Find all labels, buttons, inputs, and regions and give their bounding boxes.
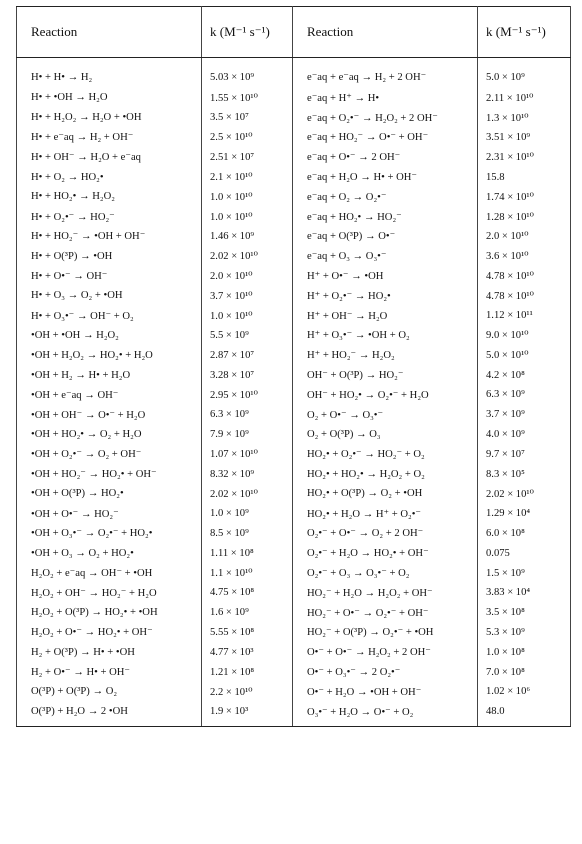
rate-left-cell: 2.87 × 10⁷ bbox=[202, 345, 293, 365]
reaction-left-cell: •OH + O•⁻ → HO₂⁻ bbox=[17, 504, 202, 524]
rate-left-cell: 6.3 × 10⁹ bbox=[202, 405, 293, 425]
reaction-left-cell: H• + OH⁻ → H₂O + e⁻aq bbox=[17, 147, 202, 167]
reaction-right-cell: OH⁻ + HO₂• → O₂•⁻ + H₂O bbox=[293, 385, 478, 405]
rate-right-cell: 3.51 × 10⁹ bbox=[478, 128, 571, 148]
rate-left-cell: 2.95 × 10¹⁰ bbox=[202, 385, 293, 405]
reaction-left-cell: •OH + •OH → H₂O₂ bbox=[17, 326, 202, 346]
rate-left-cell: 1.9 × 10³ bbox=[202, 702, 293, 726]
reaction-left-cell: •OH + O₃•⁻ → O₂•⁻ + HO₂• bbox=[17, 524, 202, 544]
rate-left-cell: 1.21 × 10⁸ bbox=[202, 662, 293, 682]
reaction-left-cell: •OH + HO₂• → O₂ + H₂O bbox=[17, 425, 202, 445]
reaction-left-cell: •OH + O(³P) → HO₂• bbox=[17, 484, 202, 504]
table-row bbox=[17, 662, 571, 682]
reaction-left-cell: •OH + O₂•⁻ → O₂ + OH⁻ bbox=[17, 444, 202, 464]
reaction-right-cell: e⁻aq + O₃ → O₃•⁻ bbox=[293, 246, 478, 266]
rate-left-cell: 3.5 × 10⁷ bbox=[202, 108, 293, 128]
reaction-right-cell: e⁻aq + e⁻aq → H₂ + 2 OH⁻ bbox=[293, 58, 478, 89]
table-row bbox=[17, 187, 571, 207]
table-row bbox=[17, 266, 571, 286]
reaction-left-cell: H₂O₂ + OH⁻ → HO₂⁻ + H₂O bbox=[17, 583, 202, 603]
table-row bbox=[17, 385, 571, 405]
rate-left-cell: 3.7 × 10¹⁰ bbox=[202, 286, 293, 306]
rate-right-cell: 1.29 × 10⁴ bbox=[478, 504, 571, 524]
reaction-right-cell: e⁻aq + O•⁻ → 2 OH⁻ bbox=[293, 147, 478, 167]
reaction-right-cell: HO₂⁻ + H₂O → H₂O₂ + OH⁻ bbox=[293, 583, 478, 603]
reaction-left-cell: H• + O₃ → O₂ + •OH bbox=[17, 286, 202, 306]
rate-right-cell: 4.2 × 10⁸ bbox=[478, 365, 571, 385]
rate-right-cell: 1.3 × 10¹⁰ bbox=[478, 108, 571, 128]
reaction-left-cell: •OH + H₂O₂ → HO₂• + H₂O bbox=[17, 345, 202, 365]
reaction-left-cell: H• + O₂•⁻ → HO₂⁻ bbox=[17, 207, 202, 227]
rate-right-cell: 6.0 × 10⁸ bbox=[478, 524, 571, 544]
table-row bbox=[17, 603, 571, 623]
rate-left-cell: 2.5 × 10¹⁰ bbox=[202, 128, 293, 148]
reaction-right-cell: HO₂• + O₂•⁻ → HO₂⁻ + O₂ bbox=[293, 444, 478, 464]
rate-right-cell: 6.3 × 10⁹ bbox=[478, 385, 571, 405]
reaction-left-cell: H• + H₂O₂ → H₂O + •OH bbox=[17, 108, 202, 128]
reaction-right-cell: e⁻aq + H₂O → H• + OH⁻ bbox=[293, 167, 478, 187]
rate-left-cell: 2.2 × 10¹⁰ bbox=[202, 682, 293, 702]
reaction-right-cell: HO₂⁻ + O(³P) → O₂•⁻ + •OH bbox=[293, 623, 478, 643]
rate-left-cell: 5.55 × 10⁸ bbox=[202, 623, 293, 643]
header-reaction-left: Reaction bbox=[17, 7, 202, 58]
table-row bbox=[17, 524, 571, 544]
rate-left-cell: 8.5 × 10⁹ bbox=[202, 524, 293, 544]
rate-left-cell: 5.03 × 10⁹ bbox=[202, 58, 293, 89]
table-row bbox=[17, 405, 571, 425]
rate-right-cell: 2.02 × 10¹⁰ bbox=[478, 484, 571, 504]
rate-right-cell: 4.78 × 10¹⁰ bbox=[478, 286, 571, 306]
table-row bbox=[17, 108, 571, 128]
rate-right-cell: 9.0 × 10¹⁰ bbox=[478, 326, 571, 346]
rate-right-cell: 3.5 × 10⁸ bbox=[478, 603, 571, 623]
table-row bbox=[17, 227, 571, 247]
rate-right-cell: 15.8 bbox=[478, 167, 571, 187]
rate-right-cell: 1.12 × 10¹¹ bbox=[478, 306, 571, 326]
header-rate-right: k (M⁻¹ s⁻¹) bbox=[478, 7, 571, 58]
rate-left-cell: 2.1 × 10¹⁰ bbox=[202, 167, 293, 187]
rate-right-cell: 4.78 × 10¹⁰ bbox=[478, 266, 571, 286]
rate-left-cell: 1.07 × 10¹⁰ bbox=[202, 444, 293, 464]
rate-right-cell: 0.075 bbox=[478, 543, 571, 563]
rate-right-cell: 4.0 × 10⁹ bbox=[478, 425, 571, 445]
reaction-right-cell: OH⁻ + O(³P) → HO₂⁻ bbox=[293, 365, 478, 385]
rate-left-cell: 2.51 × 10⁷ bbox=[202, 147, 293, 167]
rate-right-cell: 3.6 × 10¹⁰ bbox=[478, 246, 571, 266]
table-body bbox=[17, 58, 571, 727]
reaction-left-cell: H• + O₂ → HO₂• bbox=[17, 167, 202, 187]
reaction-left-cell: •OH + HO₂⁻ → HO₂• + OH⁻ bbox=[17, 464, 202, 484]
reaction-right-cell: e⁻aq + H⁺ → H• bbox=[293, 88, 478, 108]
rate-right-cell: 5.3 × 10⁹ bbox=[478, 623, 571, 643]
table-row bbox=[17, 444, 571, 464]
rate-left-cell: 1.11 × 10⁸ bbox=[202, 543, 293, 563]
reaction-right-cell: O•⁻ + H₂O → •OH + OH⁻ bbox=[293, 682, 478, 702]
table-row bbox=[17, 642, 571, 662]
reaction-right-cell: O₂ + O(³P) → O₃ bbox=[293, 425, 478, 445]
reaction-left-cell: •OH + H₂ → H• + H₂O bbox=[17, 365, 202, 385]
rate-right-cell: 1.74 × 10¹⁰ bbox=[478, 187, 571, 207]
reaction-left-cell: H• + •OH → H₂O bbox=[17, 88, 202, 108]
reaction-right-cell: H⁺ + O₃•⁻ → •OH + O₂ bbox=[293, 326, 478, 346]
rate-left-cell: 8.32 × 10⁹ bbox=[202, 464, 293, 484]
reaction-right-cell: H⁺ + O•⁻ → •OH bbox=[293, 266, 478, 286]
reaction-right-cell: e⁻aq + O₂ → O₂•⁻ bbox=[293, 187, 478, 207]
reaction-left-cell: H₂O₂ + O•⁻ → HO₂• + OH⁻ bbox=[17, 623, 202, 643]
rate-left-cell: 4.75 × 10⁸ bbox=[202, 583, 293, 603]
table-row bbox=[17, 563, 571, 583]
rate-right-cell: 3.83 × 10⁴ bbox=[478, 583, 571, 603]
reaction-right-cell: e⁻aq + O(³P) → O•⁻ bbox=[293, 227, 478, 247]
table-row bbox=[17, 246, 571, 266]
table-row bbox=[17, 504, 571, 524]
reaction-left-cell: O(³P) + H₂O → 2 •OH bbox=[17, 702, 202, 726]
reaction-right-cell: O•⁻ + O₃•⁻ → 2 O₂•⁻ bbox=[293, 662, 478, 682]
header-reaction-right: Reaction bbox=[293, 7, 478, 58]
reaction-left-cell: H₂O₂ + O(³P) → HO₂• + •OH bbox=[17, 603, 202, 623]
rate-right-cell: 5.0 × 10¹⁰ bbox=[478, 345, 571, 365]
table-row bbox=[17, 207, 571, 227]
rate-left-cell: 1.1 × 10¹⁰ bbox=[202, 563, 293, 583]
rate-right-cell: 1.0 × 10⁸ bbox=[478, 642, 571, 662]
rate-right-cell: 2.0 × 10¹⁰ bbox=[478, 227, 571, 247]
reaction-right-cell: HO₂⁻ + O•⁻ → O₂•⁻ + OH⁻ bbox=[293, 603, 478, 623]
rate-right-cell: 3.7 × 10⁹ bbox=[478, 405, 571, 425]
header-rate-left: k (M⁻¹ s⁻¹) bbox=[202, 7, 293, 58]
header-row bbox=[17, 7, 571, 58]
table-row bbox=[17, 345, 571, 365]
reaction-left-cell: H• + e⁻aq → H₂ + OH⁻ bbox=[17, 128, 202, 148]
reaction-right-cell: O₂•⁻ + O₃ → O₃•⁻ + O₂ bbox=[293, 563, 478, 583]
reaction-right-cell: O₃•⁻ + H₂O → O•⁻ + O₂ bbox=[293, 702, 478, 726]
table-row bbox=[17, 88, 571, 108]
table-row bbox=[17, 543, 571, 563]
table-row bbox=[17, 365, 571, 385]
rate-left-cell: 2.0 × 10¹⁰ bbox=[202, 266, 293, 286]
rate-left-cell: 4.77 × 10³ bbox=[202, 642, 293, 662]
table-row bbox=[17, 425, 571, 445]
table-row bbox=[17, 286, 571, 306]
rate-right-cell: 5.0 × 10⁹ bbox=[478, 58, 571, 89]
rate-left-cell: 5.5 × 10⁹ bbox=[202, 326, 293, 346]
rate-right-cell: 8.3 × 10⁵ bbox=[478, 464, 571, 484]
rate-left-cell: 1.46 × 10⁹ bbox=[202, 227, 293, 247]
reaction-left-cell: •OH + e⁻aq → OH⁻ bbox=[17, 385, 202, 405]
reaction-left-cell: O(³P) + O(³P) → O₂ bbox=[17, 682, 202, 702]
rate-right-cell: 48.0 bbox=[478, 702, 571, 726]
rate-right-cell: 1.28 × 10¹⁰ bbox=[478, 207, 571, 227]
reaction-left-cell: •OH + OH⁻ → O•⁻ + H₂O bbox=[17, 405, 202, 425]
reaction-left-cell: H• + HO₂• → H₂O₂ bbox=[17, 187, 202, 207]
table-row bbox=[17, 623, 571, 643]
reaction-right-cell: HO₂• + HO₂• → H₂O₂ + O₂ bbox=[293, 464, 478, 484]
reaction-right-cell: HO₂• + H₂O → H⁺ + O₂•⁻ bbox=[293, 504, 478, 524]
rate-left-cell: 3.28 × 10⁷ bbox=[202, 365, 293, 385]
rate-left-cell: 2.02 × 10¹⁰ bbox=[202, 484, 293, 504]
reaction-right-cell: HO₂• + O(³P) → O₂ + •OH bbox=[293, 484, 478, 504]
reaction-right-cell: e⁻aq + HO₂⁻ → O•⁻ + OH⁻ bbox=[293, 128, 478, 148]
reaction-left-cell: H• + O₃•⁻ → OH⁻ + O₂ bbox=[17, 306, 202, 326]
reaction-right-cell: H⁺ + HO₂⁻ → H₂O₂ bbox=[293, 345, 478, 365]
table-row bbox=[17, 464, 571, 484]
table-row bbox=[17, 583, 571, 603]
reaction-left-cell: H• + O•⁻ → OH⁻ bbox=[17, 266, 202, 286]
rate-right-cell: 1.02 × 10⁶ bbox=[478, 682, 571, 702]
reaction-rate-table bbox=[16, 6, 571, 727]
reaction-left-cell: H• + H• → H₂ bbox=[17, 58, 202, 89]
reaction-right-cell: O₂•⁻ + H₂O → HO₂• + OH⁻ bbox=[293, 543, 478, 563]
reaction-right-cell: O₂•⁻ + O•⁻ → O₂ + 2 OH⁻ bbox=[293, 524, 478, 544]
rate-left-cell: 1.55 × 10¹⁰ bbox=[202, 88, 293, 108]
table-row bbox=[17, 326, 571, 346]
reaction-right-cell: O•⁻ + O•⁻ → H₂O₂ + 2 OH⁻ bbox=[293, 642, 478, 662]
rate-right-cell: 2.11 × 10¹⁰ bbox=[478, 88, 571, 108]
rate-right-cell: 1.5 × 10⁹ bbox=[478, 563, 571, 583]
table-row bbox=[17, 58, 571, 89]
rate-right-cell: 9.7 × 10⁷ bbox=[478, 444, 571, 464]
rate-left-cell: 2.02 × 10¹⁰ bbox=[202, 246, 293, 266]
reaction-right-cell: e⁻aq + O₂•⁻ → H₂O₂ + 2 OH⁻ bbox=[293, 108, 478, 128]
reaction-left-cell: H₂ + O•⁻ → H• + OH⁻ bbox=[17, 662, 202, 682]
rate-right-cell: 2.31 × 10¹⁰ bbox=[478, 147, 571, 167]
table-row bbox=[17, 147, 571, 167]
rate-left-cell: 1.0 × 10⁹ bbox=[202, 504, 293, 524]
rate-left-cell: 1.0 × 10¹⁰ bbox=[202, 207, 293, 227]
table-row bbox=[17, 702, 571, 726]
rate-left-cell: 7.9 × 10⁹ bbox=[202, 425, 293, 445]
reaction-left-cell: H₂O₂ + e⁻aq → OH⁻ + •OH bbox=[17, 563, 202, 583]
reaction-left-cell: •OH + O₃ → O₂ + HO₂• bbox=[17, 543, 202, 563]
reaction-left-cell: H₂ + O(³P) → H• + •OH bbox=[17, 642, 202, 662]
reaction-right-cell: e⁻aq + HO₂• → HO₂⁻ bbox=[293, 207, 478, 227]
table-row bbox=[17, 682, 571, 702]
rate-left-cell: 1.6 × 10⁹ bbox=[202, 603, 293, 623]
table-row bbox=[17, 484, 571, 504]
reaction-right-cell: H⁺ + O₂•⁻ → HO₂• bbox=[293, 286, 478, 306]
reaction-left-cell: H• + O(³P) → •OH bbox=[17, 246, 202, 266]
reaction-right-cell: H⁺ + OH⁻ → H₂O bbox=[293, 306, 478, 326]
rate-left-cell: 1.0 × 10¹⁰ bbox=[202, 187, 293, 207]
table-row bbox=[17, 306, 571, 326]
reaction-left-cell: H• + HO₂⁻ → •OH + OH⁻ bbox=[17, 227, 202, 247]
rate-left-cell: 1.0 × 10¹⁰ bbox=[202, 306, 293, 326]
rate-right-cell: 7.0 × 10⁸ bbox=[478, 662, 571, 682]
table-row bbox=[17, 167, 571, 187]
reaction-right-cell: O₂ + O•⁻ → O₃•⁻ bbox=[293, 405, 478, 425]
table-row bbox=[17, 128, 571, 148]
